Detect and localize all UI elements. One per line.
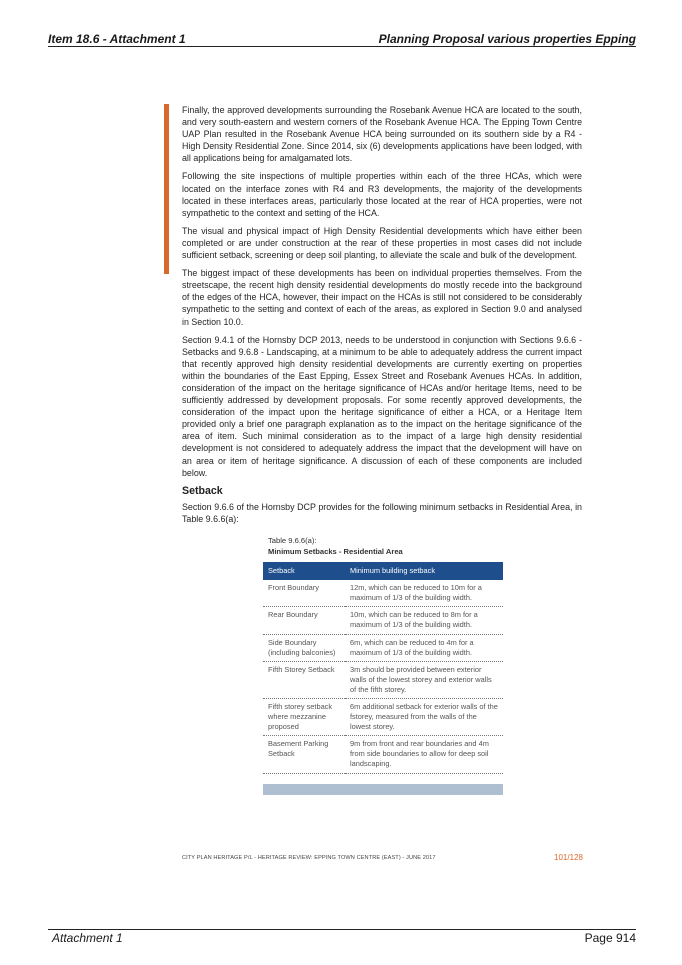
table-row bbox=[263, 580, 503, 607]
column-header-setback: Setback bbox=[263, 562, 345, 580]
header-left-title: Item 18.6 - Attachment 1 bbox=[48, 32, 186, 46]
table-row bbox=[263, 699, 503, 736]
paragraph: The biggest impact of these developments has been on individual properties themselves. From the streetscape, the recent high density residential developments do mostly recede into the background of the edges of the HCA, however, their impact on the HCAs is still not considered to be considerably sympathetic to the setting and context of each of the areas, as explored in Section 9.0 and analysed in Section 10.0. bbox=[182, 268, 582, 327]
header-right-title: Planning Proposal various properties Epping bbox=[378, 32, 636, 46]
header-divider bbox=[48, 46, 636, 47]
table-row bbox=[263, 736, 503, 773]
paragraph: Following the site inspections of multiple properties within each of the three HCAs, which were located on the interface zones with R4 and R3 developments, the majority of the developments located in these interfaces areas, particularly those located at the rear of HCA properties, were not sympathetic to the context and setting of the HCA. bbox=[182, 171, 582, 218]
table-cell-setback: Fifth Storey Setback bbox=[263, 662, 345, 699]
footer-page-label: Page 914 bbox=[584, 931, 636, 945]
table-cell-setback: Basement Parking Setback bbox=[263, 736, 345, 773]
section-heading-setback: Setback bbox=[182, 484, 223, 497]
table-row bbox=[263, 662, 503, 699]
table-cell-setback: Front Boundary bbox=[263, 580, 345, 607]
table-cell-minimum: 12m, which can be reduced to 10m for a maximum of 1/3 of the building width. bbox=[345, 580, 503, 607]
footer-left-label: Attachment 1 bbox=[52, 931, 123, 945]
table-cell-minimum: 10m, which can be reduced to 8m for a maximum of 1/3 of the building width. bbox=[345, 607, 503, 634]
table-header-row bbox=[263, 562, 503, 580]
page-header bbox=[48, 32, 636, 46]
setback-intro: Section 9.6.6 of the Hornsby DCP provides for the following minimum setbacks in Residential Area, in Table 9.6.6(a): bbox=[182, 501, 582, 524]
table-cell-setback: Fifth storey setback where mezzanine proposed bbox=[263, 699, 345, 736]
paragraph: Finally, the approved developments surrounding the Rosebank Avenue HCA are located to the south, and very south-eastern and western corners of the Rosebank Avenue HCA. The Epping Town Centre UAP Plan resulted in the Rosebank Avenue HCA being surrounded on its southern side by a R4 - High Density Residential Zone. Since 2014, six (6) developments applications have been lodged, with all applications being for amalgamated lots. bbox=[182, 105, 582, 164]
table-row bbox=[263, 634, 503, 661]
table-footer-band bbox=[263, 784, 503, 795]
table-caption-subtitle: Minimum Setbacks - Residential Area bbox=[268, 546, 403, 556]
setbacks-table bbox=[263, 562, 503, 774]
paragraph: The visual and physical impact of High Density Residential developments which have either been completed or are under construction at the rear of these properties in most cases did not include sufficient setback, screening or deep soil planting, to alleviate the scale and bulk of the development. bbox=[182, 225, 582, 261]
table-row bbox=[263, 607, 503, 634]
table-cell-minimum: 6m additional setback for exterior walls of the fstorey, measured from the walls of the lowest storey. bbox=[345, 699, 503, 736]
table-cell-minimum: 9m from front and rear boundaries and 4m from side boundaries to allow for deep soil landscaping. bbox=[345, 736, 503, 773]
accent-side-bar bbox=[164, 104, 169, 274]
paragraph: Section 9.4.1 of the Hornsby DCP 2013, needs to be understood in conjunction with Sections 9.6.6 - Setbacks and 9.6.8 - Landscaping, at a minimum to be able to adequately address the current impact that recently approved high density residential developments are currently exerting on properties within the boundaries of the East Epping, Essex Street and Rosebank Avenues HCAs. In addition, consideration of the impact on the heritage significance of HCAs and/or heritage Items, need to be sufficiently addressed by development proposals. For some recently approved developments, the consideration of the impact upon the heritage significance of either a HCA, or a Heritage Item provided only a brief one paragraph explanation as to the impact on the heritage significance of the area of item. Such minimal consideration as to the impact of a large high density residential development is not considered to adequately address the impact that the development will have on an area or item of heritage significance. A discussion of each of these components are included below. bbox=[182, 334, 582, 478]
table-cell-setback: Rear Boundary bbox=[263, 607, 345, 634]
footer-divider bbox=[48, 929, 636, 930]
table-caption-title: Table 9.6.6(a): bbox=[268, 536, 317, 545]
column-header-minimum: Minimum building setback bbox=[345, 562, 503, 580]
table-cell-setback: Side Boundary (including balconies) bbox=[263, 634, 345, 661]
document-body bbox=[182, 104, 582, 531]
report-page-number: 101/128 bbox=[554, 853, 583, 862]
table-cell-minimum: 3m should be provided between exterior walls of the lowest storey and exterior walls of the fifth storey. bbox=[345, 662, 503, 699]
table-caption bbox=[268, 536, 403, 557]
table-cell-minimum: 6m, which can be reduced to 4m for a maximum of 1/3 of the building width. bbox=[345, 634, 503, 661]
report-footer-text: CITY PLAN HERITAGE P/L - HERITAGE REVIEW: EPPING TOWN CENTRE (EAST) - JUNE 2017 bbox=[182, 855, 436, 861]
